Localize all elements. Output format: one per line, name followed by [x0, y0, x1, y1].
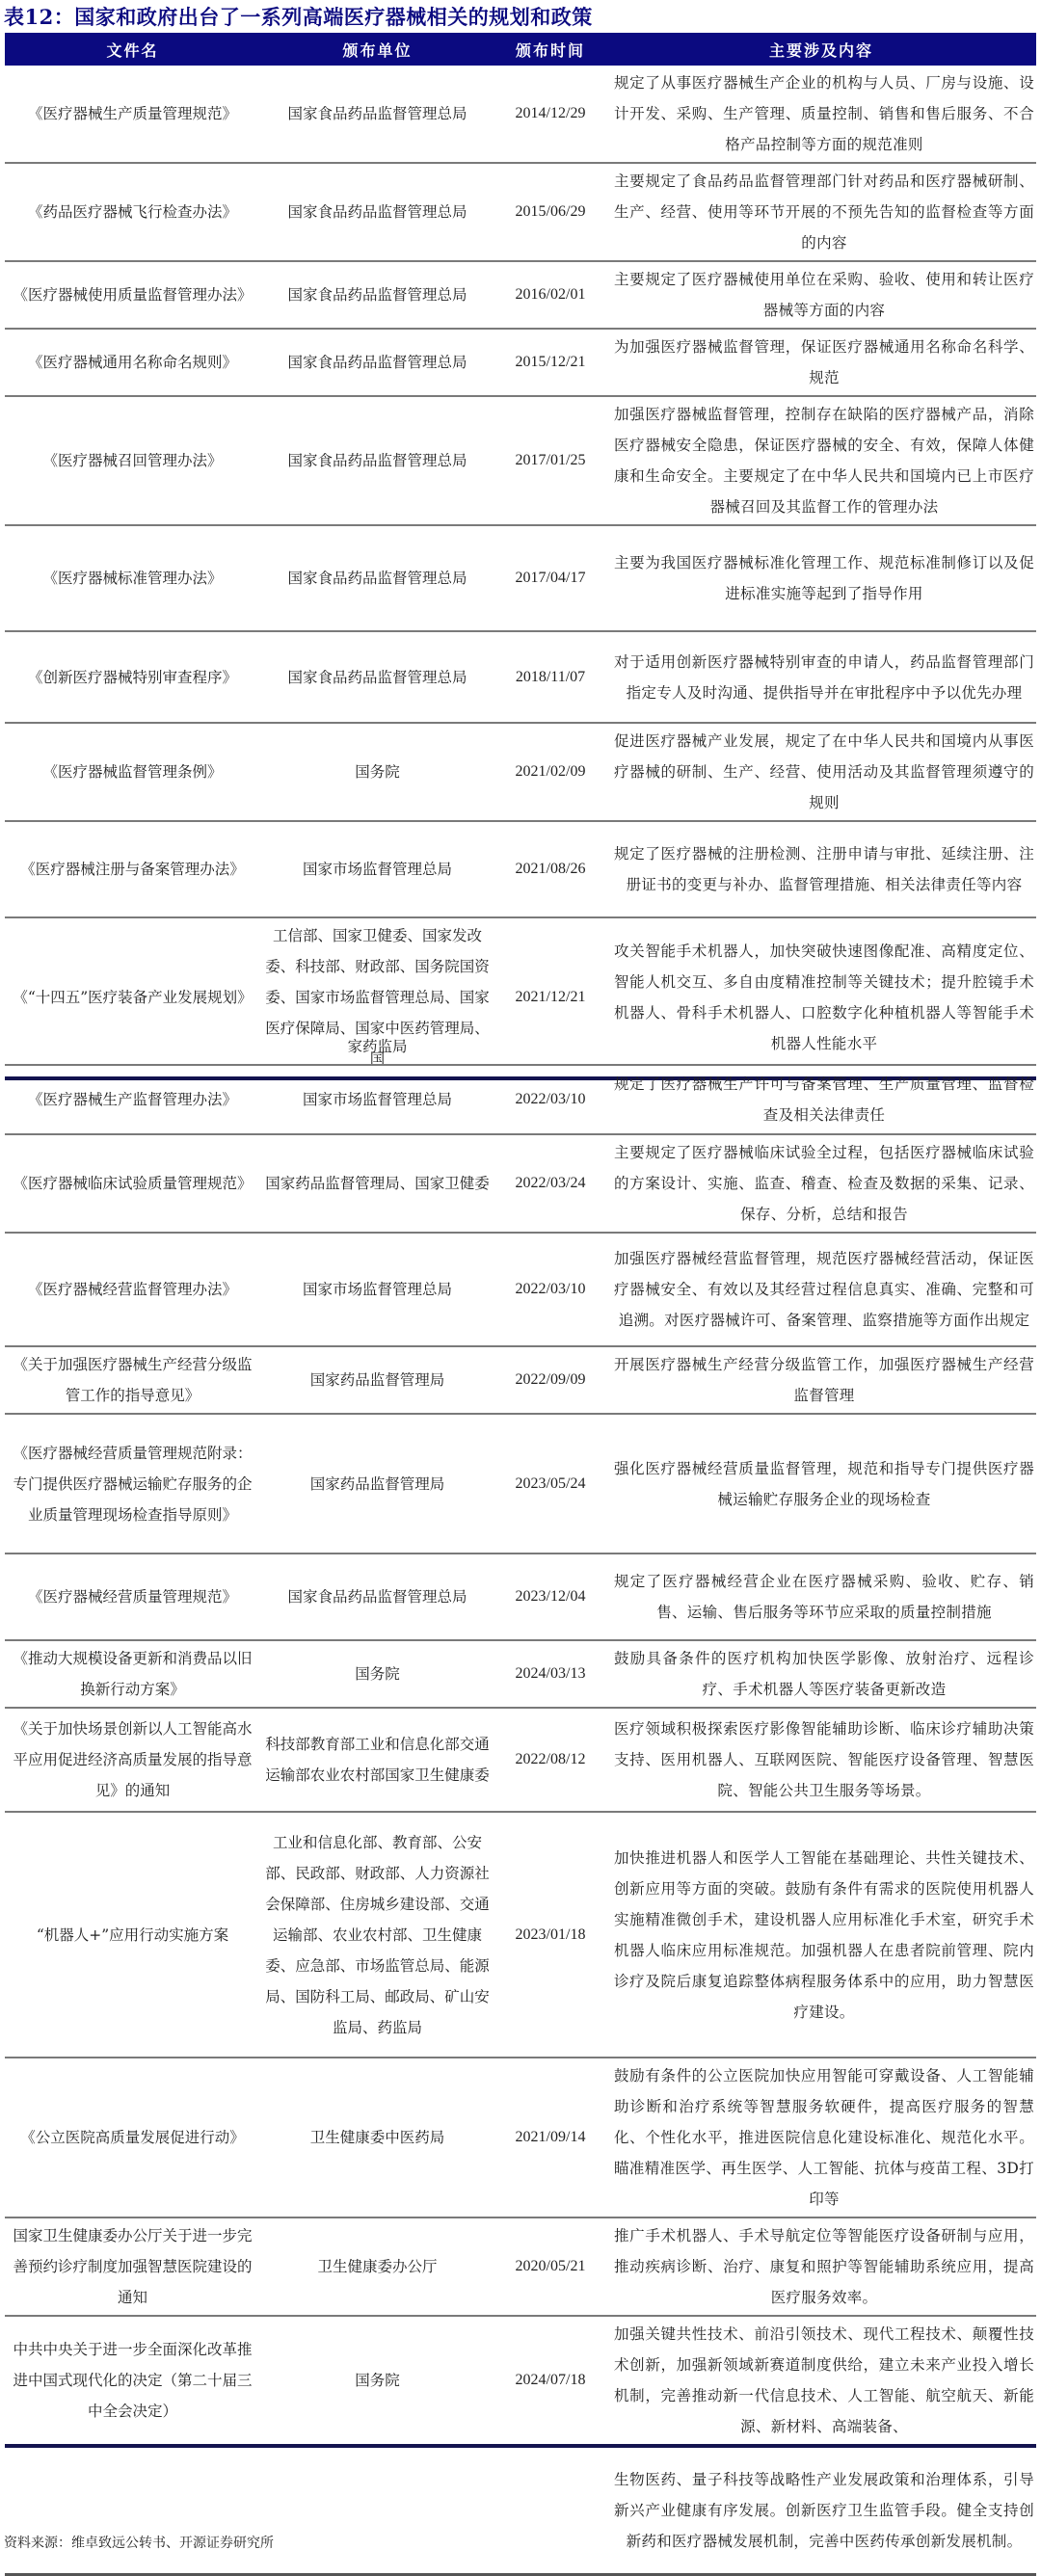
date-cell: 2018/11/07	[494, 631, 606, 723]
issuer-cell: 国家药品监督管理局	[260, 1346, 494, 1414]
issuer-cell	[260, 2446, 494, 2574]
header-content: 主要涉及内容	[606, 33, 1036, 66]
table-row	[5, 1414, 1036, 1554]
content-cell: 主要规定了医疗器械使用单位在采购、验收、使用和转让医疗器械等方面的内容	[606, 261, 1036, 329]
header-file-name: 文件名	[5, 33, 260, 66]
date-cell: 2022/08/12	[494, 1708, 606, 1812]
table-row	[5, 631, 1036, 723]
issuer-cell: 家药监局	[260, 1029, 494, 1065]
file-name-cell: 《医疗器械生产质量管理规范》	[5, 66, 260, 163]
file-name-cell: 《关于加强医疗器械生产经营分级监管工作的指导意见》	[5, 1346, 260, 1414]
date-cell: 2021/02/09	[494, 723, 606, 821]
date-cell: 2016/02/01	[494, 261, 606, 329]
table-row	[5, 1065, 1036, 1134]
table-row	[5, 1708, 1036, 1812]
file-name-cell: 《“十四五”医疗装备产业发展规划》	[5, 917, 260, 1078]
issuer-cell: 工业和信息化部、教育部、公安部、民政部、财政部、人力资源社会保障部、住房城乡建设部、交通运输部、农业农村部、卫生健康委、应急部、市场监管总局、能源局、国防科工局、邮政局、矿山安监局、药监局	[260, 1812, 494, 2058]
file-name-cell: 《创新医疗器械特别审查程序》	[5, 631, 260, 723]
date-cell: 2021/09/14	[494, 2058, 606, 2217]
content-cell: 主要规定了食品药品监督管理部门针对药品和医疗器械研制、生产、经营、使用等环节开展的不预先告知的监督检查等方面的内容	[606, 163, 1036, 261]
date-cell: 2021/08/26	[494, 821, 606, 917]
issuer-cell: 国务院	[260, 723, 494, 821]
date-cell: 2015/12/21	[494, 329, 606, 396]
issuer-cell: 国家市场监督管理总局	[260, 1233, 494, 1346]
table-title: 表12：国家和政府出台了一系列高端医疗器械相关的规划和政策	[4, 5, 593, 29]
date-cell: 2023/01/18	[494, 1812, 606, 2058]
issuer-cell: 国家食品药品监督管理总局	[260, 1554, 494, 1640]
file-name-cell: 中共中央关于进一步全面深化改革推进中国式现代化的决定（第二十届三中全会决定）	[5, 2316, 260, 2446]
table-row	[5, 1233, 1036, 1346]
content-cell: 主要规定了医疗器械临床试验全过程，包括医疗器械临床试验的方案设计、实施、监查、稽查、检查及数据的采集、记录、保存、分析，总结和报告	[606, 1134, 1036, 1233]
issuer-cell: 国家市场监督管理总局	[260, 821, 494, 917]
file-name-cell: 《医疗器械通用名称命名规则》	[5, 329, 260, 396]
issuer-cell: 国家食品药品监督管理总局	[260, 396, 494, 525]
table-row	[5, 1346, 1036, 1414]
file-name-cell: 《医疗器械监督管理条例》	[5, 723, 260, 821]
issuer-cell: 国家食品药品监督管理总局	[260, 329, 494, 396]
content-cell: 医疗领域积极探索医疗影像智能辅助诊断、临床诊疗辅助决策支持、医用机器人、互联网医院、智能医疗设备管理、智慧医院、智能公共卫生服务等场景。	[606, 1708, 1036, 1812]
issuer-cell: 国务院	[260, 2316, 494, 2446]
policy-table-part-2	[5, 1029, 1036, 2576]
date-cell: 2020/05/21	[494, 2217, 606, 2316]
content-cell	[606, 1029, 1036, 1065]
table-row	[5, 329, 1036, 396]
issuer-cell: 卫生健康委中医药局	[260, 2058, 494, 2217]
content-cell: 鼓励具备条件的医疗机构加快医学影像、放射治疗、远程诊疗、手术机器人等医疗装备更新改造	[606, 1640, 1036, 1708]
file-name-cell: 《推动大规模设备更新和消费品以旧换新行动方案》	[5, 1640, 260, 1708]
date-cell: 2023/12/04	[494, 1554, 606, 1640]
content-cell: 规定了医疗器械的注册检测、注册申请与审批、延续注册、注册证书的变更与补办、监督管理措施、相关法律责任等内容	[606, 821, 1036, 917]
issuer-cell: 国家食品药品监督管理总局	[260, 631, 494, 723]
issuer-cell: 科技部教育部工业和信息化部交通运输部农业农村部国家卫生健康委	[260, 1708, 494, 1812]
content-cell: 攻关智能手术机器人，加快突破快速图像配准、高精度定位、智能人机交互、多自由度精准控制等关键技术；提升腔镜手术机器人、骨科手术机器人、口腔数字化种植机器人等智能手术机器人性能水平	[606, 917, 1036, 1078]
issuer-cell: 卫生健康委办公厅	[260, 2217, 494, 2316]
content-cell: 加快推进机器人和医学人工智能在基础理论、共性关键技术、创新应用等方面的突破。鼓励有条件有需求的医院使用机器人实施精准微创手术，建设机器人应用标准化手术室，研究手术机器人临床应用标准规范。加强机器人在患者院前管理、院内诊疗及院后康复追踪整体病程服务体系中的应用，助力智慧医疗建设。	[606, 1812, 1036, 2058]
table-row	[5, 1554, 1036, 1640]
issuer-cell: 国务院	[260, 1640, 494, 1708]
date-cell: 2022/03/24	[494, 1134, 606, 1233]
header-date: 颁布时间	[494, 33, 606, 66]
table-row	[5, 1134, 1036, 1233]
date-cell: 2021/12/21	[494, 917, 606, 1078]
content-cell: 规定了医疗器械生产许可与备案管理、生产质量管理、监督检查及相关法律责任	[606, 1065, 1036, 1134]
table-row	[5, 396, 1036, 525]
date-cell: 2024/03/13	[494, 1640, 606, 1708]
issuer-cell: 工信部、国家卫健委、国家发改委、科技部、财政部、国务院国资委、国家市场监督管理总局、国家医疗保障局、国家中医药管理局、国	[260, 917, 494, 1078]
table-row	[5, 1640, 1036, 1708]
issuer-cell: 国家药品监督管理局、国家卫健委	[260, 1134, 494, 1233]
content-cell: 鼓励有条件的公立医院加快应用智能可穿戴设备、人工智能辅助诊断和治疗系统等智慧服务软硬件，提高医疗服务的智慧化、个性化水平，推进医院信息化建设标准化、规范化水平。瞄准精准医学、再生医学、人工智能、抗体与疫苗工程、3D打印等	[606, 2058, 1036, 2217]
date-cell: 2022/03/10	[494, 1233, 606, 1346]
table-row	[5, 2058, 1036, 2217]
content-cell: 强化医疗器械经营质量监督管理，规范和指导专门提供医疗器械运输贮存服务企业的现场检查	[606, 1414, 1036, 1554]
file-name-cell: 《医疗器械召回管理办法》	[5, 396, 260, 525]
table-row	[5, 1029, 1036, 1065]
content-cell: 生物医药、量子科技等战略性产业发展政策和治理体系，引导新兴产业健康有序发展。创新医疗卫生监管手段。健全支持创新药和医疗器械发展机制，完善中医药传承创新发展机制。	[606, 2446, 1036, 2574]
file-name-cell	[5, 2446, 260, 2574]
date-cell: 2017/04/17	[494, 525, 606, 631]
file-name-cell: 《医疗器械使用质量监督管理办法》	[5, 261, 260, 329]
date-cell: 2014/12/29	[494, 66, 606, 163]
date-cell	[494, 2446, 606, 2574]
table-row	[5, 1812, 1036, 2058]
table-row	[5, 525, 1036, 631]
content-cell: 为加强医疗器械监督管理，保证医疗器械通用名称命名科学、规范	[606, 329, 1036, 396]
file-name-cell: 《药品医疗器械飞行检查办法》	[5, 163, 260, 261]
file-name-cell: 《医疗器械生产监督管理办法》	[5, 1065, 260, 1134]
table-row	[5, 261, 1036, 329]
date-cell: 2022/09/09	[494, 1346, 606, 1414]
file-name-cell: 《医疗器械经营质量管理规范附录：专门提供医疗器械运输贮存服务的企业质量管理现场检查指导原则》	[5, 1414, 260, 1554]
content-cell: 规定了从事医疗器械生产企业的机构与人员、厂房与设施、设计开发、采购、生产管理、质量控制、销售和售后服务、不合格产品控制等方面的规范准则	[606, 66, 1036, 163]
table-header-row	[5, 33, 1036, 66]
table-row	[5, 821, 1036, 917]
file-name-cell: 《医疗器械临床试验质量管理规范》	[5, 1134, 260, 1233]
content-cell: 加强关键共性技术、前沿引领技术、现代工程技术、颠覆性技术创新，加强新领域新赛道制度供给，建立未来产业投入增长机制，完善推动新一代信息技术、人工智能、航空航天、新能源、新材料、高端装备、	[606, 2316, 1036, 2446]
content-cell: 加强医疗器械监督管理，控制存在缺陷的医疗器械产品，消除医疗器械安全隐患，保证医疗器械的安全、有效，保障人体健康和生命安全。主要规定了在中华人民共和国境内已上市医疗器械召回及其监督工作的管理办法	[606, 396, 1036, 525]
issuer-cell: 国家食品药品监督管理总局	[260, 163, 494, 261]
table-row	[5, 2446, 1036, 2574]
header-issuer: 颁布单位	[260, 33, 494, 66]
table-row	[5, 2217, 1036, 2316]
file-name-cell: 国家卫生健康委办公厅关于进一步完善预约诊疗制度加强智慧医院建设的通知	[5, 2217, 260, 2316]
file-name-cell: 《关于加快场景创新以人工智能高水平应用促进经济高质量发展的指导意见》的通知	[5, 1708, 260, 1812]
issuer-cell: 国家食品药品监督管理总局	[260, 525, 494, 631]
date-cell: 2015/06/29	[494, 163, 606, 261]
date-cell	[494, 1029, 606, 1065]
file-name-cell: 《医疗器械经营质量管理规范》	[5, 1554, 260, 1640]
file-name-cell: 《医疗器械经营监督管理办法》	[5, 1233, 260, 1346]
table-row	[5, 723, 1036, 821]
date-cell: 2024/07/18	[494, 2316, 606, 2446]
policy-table-part-1	[5, 33, 1036, 1080]
table-row	[5, 163, 1036, 261]
issuer-cell: 国家食品药品监督管理总局	[260, 66, 494, 163]
content-cell: 对于适用创新医疗器械特别审查的申请人，药品监督管理部门指定专人及时沟通、提供指导并在审批程序中予以优先办理	[606, 631, 1036, 723]
file-name-cell: “机器人+”应用行动实施方案	[5, 1812, 260, 2058]
date-cell: 2017/01/25	[494, 396, 606, 525]
source-note: 资料来源：维卓致远公转书、开源证券研究所	[4, 2536, 274, 2551]
issuer-cell: 国家食品药品监督管理总局	[260, 261, 494, 329]
table-row	[5, 2316, 1036, 2446]
file-name-cell	[5, 1029, 260, 1065]
content-cell: 加强医疗器械经营监督管理，规范医疗器械经营活动，保证医疗器械安全、有效以及其经营过程信息真实、准确、完整和可追溯。对医疗器械许可、备案管理、监察措施等方面作出规定	[606, 1233, 1036, 1346]
file-name-cell: 《医疗器械注册与备案管理办法》	[5, 821, 260, 917]
content-cell: 规定了医疗器械经营企业在医疗器械采购、验收、贮存、销售、运输、售后服务等环节应采取的质量控制措施	[606, 1554, 1036, 1640]
table-row	[5, 66, 1036, 163]
file-name-cell: 《医疗器械标准管理办法》	[5, 525, 260, 631]
date-cell: 2023/05/24	[494, 1414, 606, 1554]
content-cell: 促进医疗器械产业发展，规定了在中华人民共和国境内从事医疗器械的研制、生产、经营、使用活动及其监督管理须遵守的规则	[606, 723, 1036, 821]
date-cell: 2022/03/10	[494, 1065, 606, 1134]
file-name-cell: 《公立医院高质量发展促进行动》	[5, 2058, 260, 2217]
content-cell: 开展医疗器械生产经营分级监管工作，加强医疗器械生产经营监督管理	[606, 1346, 1036, 1414]
content-cell: 主要为我国医疗器械标准化管理工作、规范标准制修订以及促进标准实施等起到了指导作用	[606, 525, 1036, 631]
issuer-cell: 国家市场监督管理总局	[260, 1065, 494, 1134]
content-cell: 推广手术机器人、手术导航定位等智能医疗设备研制与应用，推动疾病诊断、治疗、康复和照护等智能辅助系统应用，提高医疗服务效率。	[606, 2217, 1036, 2316]
issuer-cell: 国家药品监督管理局	[260, 1414, 494, 1554]
